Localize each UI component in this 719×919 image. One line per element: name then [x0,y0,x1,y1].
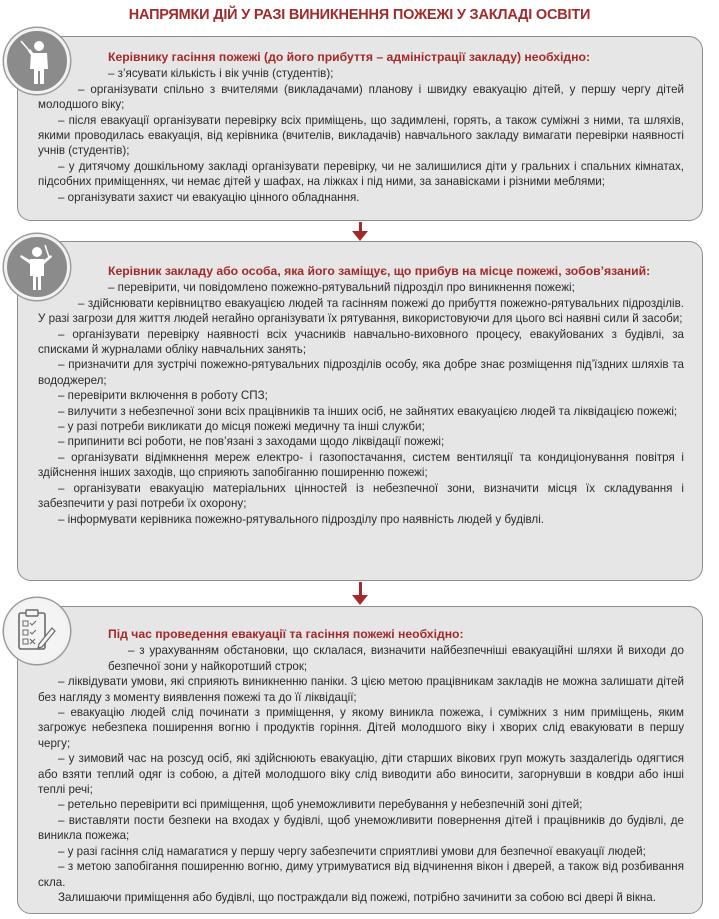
conductor-person-icon [4,234,70,300]
flow-arrow [357,582,363,606]
list-item: – організувати перевірку наявності всіх учасників навчально-виховного процесу, евакуйованих з будівлі, за списками й журналами обліку навчальних занять; [38,327,684,357]
section-heading: Керівник закладу або особа, яка його заміщує, що прибув на місце пожежі, зобов’язаний: [108,264,651,278]
teacher-pointer-icon [4,28,70,94]
list-item: – організувати евакуацію матеріальних цінностей із небезпечної зони, визначити місця їх складування і забезпечити у разі потреби їх охорону; [38,481,684,511]
section-heading: Під час проведення евакуації та гасіння пожежі необхідно: [108,627,464,641]
list-item: – перевірити включення в роботу СПЗ; [58,389,268,403]
list-item: – організувати спільно з вчителями (викладачами) планову і швидку евакуацію дітей, у першу чергу дітей молодшого віку; [38,82,684,112]
checklist-clipboard-icon [4,598,70,664]
list-item: – з’ясувати кількість і вік учнів (студентів); [108,67,334,81]
list-item: – організувати захист чи евакуацію цінного обладнання. [58,190,360,204]
section-heading: Керівнику гасіння пожежі (до його прибуття – адміністрації закладу) необхідно: [108,50,591,64]
list-item: – у разі потреби викликати до місця пожежі медичну та інші служби; [58,420,425,434]
list-item: – ліквідувати умови, які сприяють виникненню паніки. З цією метою працівникам закладів не можна залишати дітей без нагляду з моменту виявлення пожежі та до її ліквідації; [38,675,684,704]
closing-note: Залишаючи приміщення або будівлі, що постраждали від пожежі, потрібно зачинити за собою всі двері й вікна. [58,890,656,904]
list-item: – припинити всі роботи, не пов’язані з заходами щодо ліквідації пожежі; [58,435,445,449]
list-item: – у зимовий час на розсуд осіб, які здійснюють евакуацію, діти старших вікових груп можуть заздалегідь одягтися або взяти теплий одяг із собою, а дітей молодшого віку слід виводити або виносити, загорнувши в ковдри або інші теплі речі; [38,752,684,797]
list-item: – виставляти пости безпеки на входах у будівлі, щоб унеможливити повернення дітей і працівників до будівлі, де виникла пожежа; [38,813,684,843]
list-item: – інформувати керівника пожежно-рятувального підрозділу про наявність людей у будівлі. [58,512,544,526]
list-item: – з урахуванням обстановки, що склалася, визначити найбезпечніші евакуаційні шляхи й виходи до безпечної зони у найкоротший строк; [108,644,684,673]
list-item: – вилучити з небезпечної зони всіх працівників та інших осіб, не зайнятих евакуацією людей та ліквідацією пожежі; [58,404,678,418]
list-item: – ретельно перевірити всі приміщення, щоб унеможливити перебування у небезпечній зоні дітей; [58,798,583,812]
list-item: – у дитячому дошкільному закладі організувати перевірку, чи не залишилися діти у гральних і спальних кімнатах, підсобних приміщеннях, чи немає дітей у шафах, на ліжках і під ними, за занавісками і різними меблями; [38,159,684,189]
list-item: – призначити для зустрічі пожежно-рятувальних підрозділів особу, яка добре знає розміщення під’їздних шляхів та вододжерел; [38,358,684,387]
section-evacuation [17,606,703,914]
section-institution-head [17,241,703,581]
list-item: – евакуацію людей слід починати з приміщення, у якому виникла пожежа, і суміжних з ним приміщень, яким загрожує небезпека поширення вогню і продуктів горіння. Дітей молодшого віку і хворих слід евакуювати в першу чергу; [38,706,684,750]
list-item: – після евакуації організувати перевірку всіх приміщень, що задимлені, горять, а також суміжні з ними, та шляхів, якими проводилась евакуація, від керівника (вчителів, викладачів) навчального закладу вимагати перевірки наявності учнів (студентів); [38,113,684,158]
section-fire-chief [17,36,703,221]
list-item: – організувати відімкнення мереж електро- і газопостачання, систем вентиляції та кондиціонування повітря і здійснення інших заходів, що сприяють запобіганню поширенню пожежі; [38,450,684,480]
page-title: НАПРЯМКИ ДІЙ У РАЗІ ВИНИКНЕННЯ ПОЖЕЖІ У ЗАКЛАДІ ОСВІТИ [128,7,591,23]
list-item: – здійснювати керівництво евакуацією людей та гасінням пожежі до прибуття пожежно-рятувальних підрозділів. У разі загрози для життя людей негайно організувати їх рятування, використовуючи для цього всі наявні сили й засоби; [38,296,684,326]
list-item: – у разі гасіння слід намагатися у першу чергу забезпечити сприятливі умови для безпечної евакуації людей; [58,844,646,858]
flow-arrow [357,222,363,241]
list-item: – з метою запобігання поширенню вогню, диму утримуватися від відчинення вікон і дверей, а також від розбивання скла. [38,860,684,889]
list-item: – перевірити, чи повідомлено пожежно-рятувальний підрозділ про виникнення пожежі; [108,281,575,295]
